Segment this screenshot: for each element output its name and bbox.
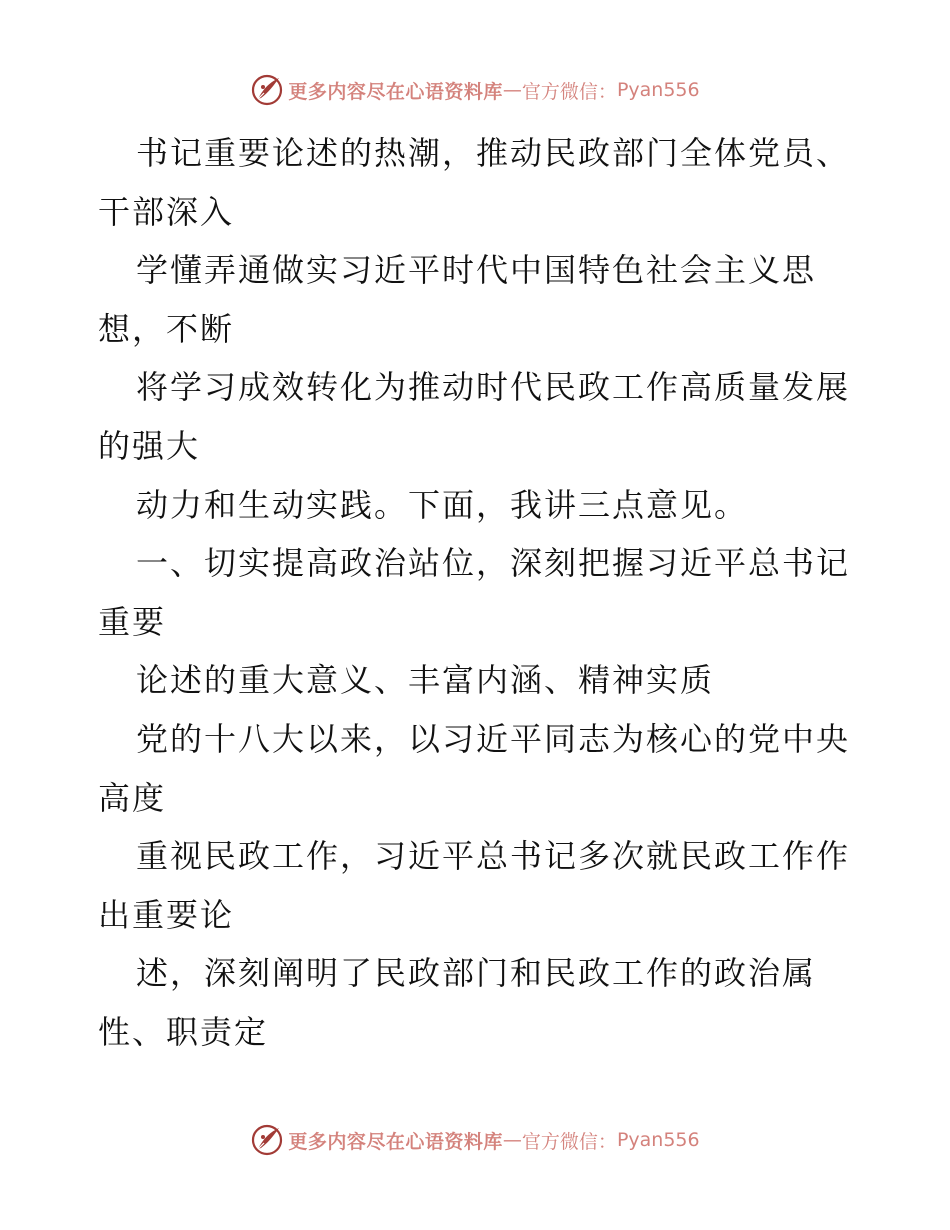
text-line: 重视民政工作，习近平总书记多次就民政工作作 [136, 837, 851, 876]
banner-wechat-label: 官方微信： [521, 80, 617, 103]
banner-wechat-id: Pyan556 [616, 79, 700, 101]
banner-wechat-id: Pyan556 [616, 1129, 700, 1151]
footer-banner [0, 1120, 950, 1160]
banner-text: 更多内容尽在心语资料库 [288, 80, 503, 103]
banner-separator: — [502, 1129, 522, 1151]
text-line: 述，深刻阐明了民政部门和民政工作的政治属 [136, 954, 817, 993]
text-line: 书记重要论述的热潮，推动民政部门全体党员、 [136, 134, 851, 172]
text-line: 学懂弄通做实习近平时代中国特色社会主义思 [136, 251, 817, 290]
text-line: 党的十八大以来，以习近平同志为核心的党中央 [136, 719, 851, 758]
text-line: 干部深入 [98, 192, 235, 231]
header-banner [0, 70, 950, 110]
text-line: 论述的重大意义、丰富内涵、精神实质 [136, 661, 715, 700]
text-line: 将学习成效转化为推动时代民政工作高质量发展 [136, 368, 851, 407]
text-line: 动力和生动实践。下面，我讲三点意见。 [136, 485, 749, 524]
text-line: 的强大 [98, 426, 201, 465]
text-line: 性、职责定 [98, 1012, 269, 1051]
document-body [98, 124, 858, 1062]
quill-pen-logo-icon [250, 73, 284, 107]
banner-wechat-label: 官方微信： [521, 1130, 617, 1153]
banner-text: 更多内容尽在心语资料库 [288, 1130, 503, 1153]
text-line: 高度 [98, 778, 167, 817]
text-line: 出重要论 [98, 895, 235, 934]
banner-separator: — [502, 79, 522, 101]
quill-pen-logo-icon [250, 1123, 284, 1157]
text-line: 想，不断 [98, 309, 235, 348]
text-line: 一、切实提高政治站位，深刻把握习近平总书记 [136, 544, 851, 583]
text-line: 重要 [98, 602, 167, 641]
